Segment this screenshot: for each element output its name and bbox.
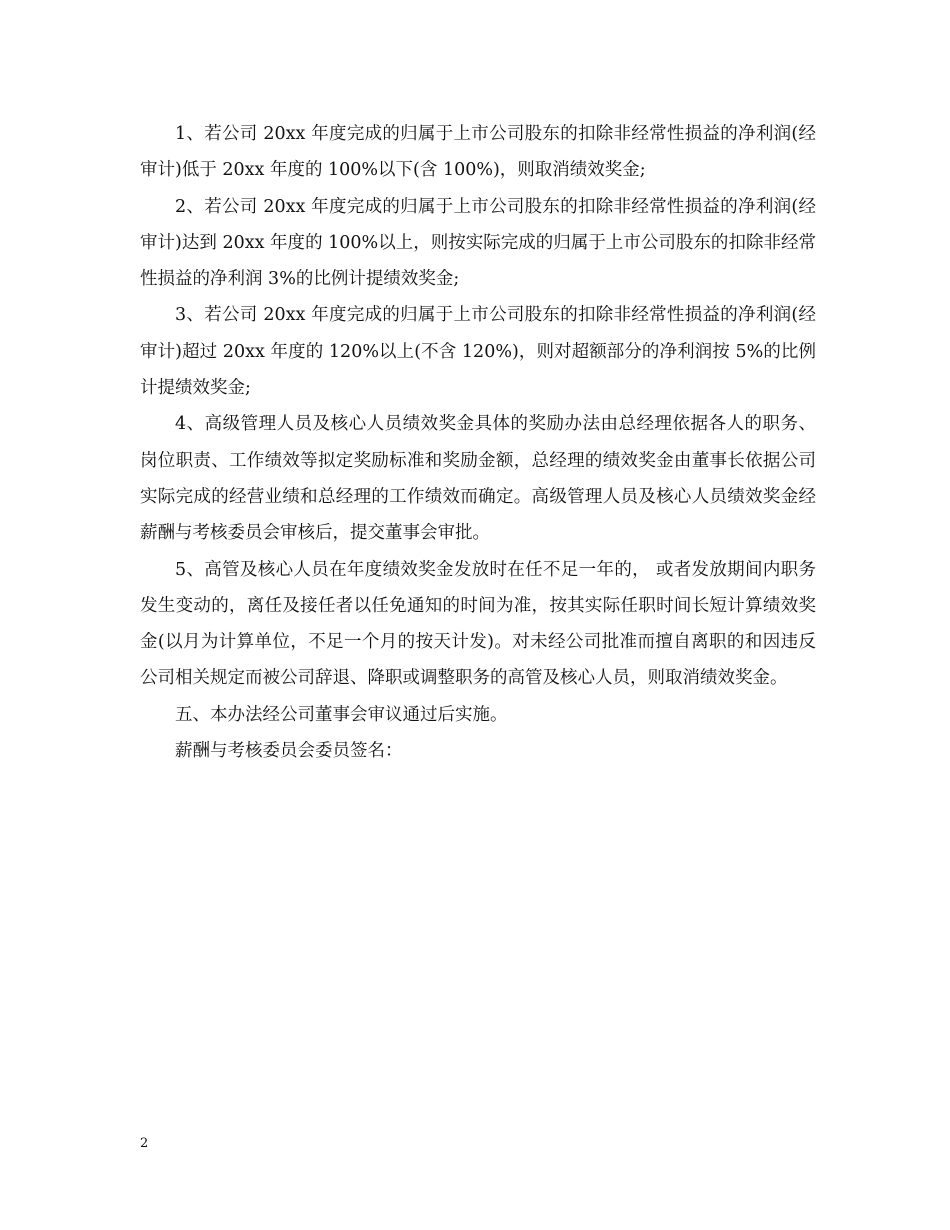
page-number: 2	[140, 1136, 149, 1151]
paragraph-effective-clause: 五、本办法经公司董事会审议通过后实施。	[175, 704, 508, 725]
paragraph-bonus-allocation-method: 4、高级管理人员及核心人员绩效奖金具体的奖励办法由总经理依据各人的职务、岗位职责、工作绩效等拟定奖励标准和奖励金额，总经理的绩效奖金由董事长依据公司实际完成的经营业绩和总经理的工作绩效而确定。高级管理人员及核心人员绩效奖金经薪酬与考核委员会审核后，提交董事会审批。	[140, 414, 816, 544]
document-body	[140, 116, 816, 769]
paragraph-partial-tenure-rules: 5、高管及核心人员在年度绩效奖金发放时在任不足一年的， 或者发放期间内职务发生变动的，离任及接任者以任免通知的时间为准，按其实际任职时间长短计算绩效奖金(以月为计算单位，不足一个月的按天计发)。对未经公司批准而擅自离职的和因违反公司相关规定而被公司辞退、降职或调整职务的高管及核心人员，则取消绩效奖金。	[140, 559, 816, 689]
paragraph-signature-line: 薪酬与考核委员会委员签名：	[175, 741, 403, 762]
paragraph-profit-below-threshold: 1、若公司 20xx 年度完成的归属于上市公司股东的扣除非经常性损益的净利润(经审计)低于 20xx 年度的 100%以下(含 100%)，则取消绩效奖金;	[140, 124, 816, 181]
paragraph-profit-reaches-threshold: 2、若公司 20xx 年度完成的归属于上市公司股东的扣除非经常性损益的净利润(经审计)达到 20xx 年度的 100%以上，则按实际完成的归属于上市公司股东的扣除非经常性损益的净利润 3%的比例计提绩效奖金;	[140, 196, 816, 290]
paragraph-profit-exceeds-threshold: 3、若公司 20xx 年度完成的归属于上市公司股东的扣除非经常性损益的净利润(经审计)超过 20xx 年度的 120%以上(不含 120%)，则对超额部分的净利润按 5%的比例计提绩效奖金;	[140, 305, 816, 399]
